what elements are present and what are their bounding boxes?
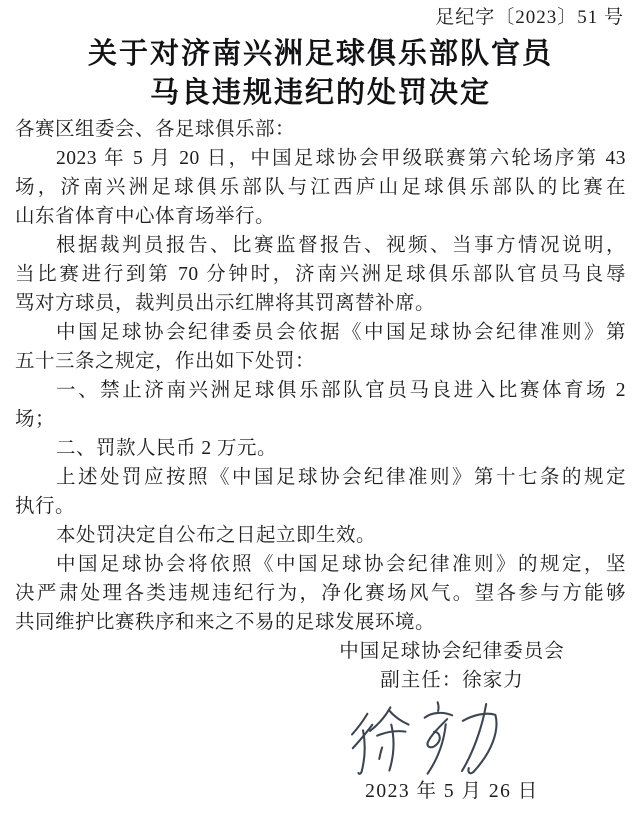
handwritten-signature [217, 697, 631, 779]
signature-block [245, 637, 640, 805]
penalty-item-1-cont: 场； [15, 409, 56, 430]
signature-date: 2023 年 5 月 26 日 [365, 781, 539, 802]
document-title-line-1: 关于对济南兴洲足球俱乐部队官员 [87, 38, 553, 70]
document-body [15, 115, 626, 637]
salutation-line: 各赛区组委会、各足球俱乐部： [15, 119, 296, 140]
body-line: 场，济南兴洲足球俱乐部队与江西庐山足球俱乐部队的比赛在 [15, 177, 626, 198]
document-title [15, 35, 626, 113]
signer-title: 副主任：徐家力 [380, 670, 524, 691]
penalty-item-1: 一、禁止济南兴洲足球俱乐部队官员马良进入比赛体育场 2 [56, 380, 626, 401]
body-line: 根据裁判员报告、比赛监督报告、视频、当事方情况说明， [56, 235, 626, 256]
body-line: 中国足球协会纪律委员会依据《中国足球协会纪律准则》第 [56, 322, 626, 343]
document-title-line-2: 马良违规违纪的处罚决定 [149, 77, 491, 109]
body-line: 执行。 [15, 496, 76, 517]
body-line: 骂对方球员，裁判员出示红牌将其罚离替补席。 [15, 293, 436, 314]
signature-strokes-icon [340, 697, 508, 779]
body-line: 山东省体育中心体育场举行。 [15, 206, 276, 227]
issuing-organization: 中国足球协会纪律委员会 [339, 641, 565, 662]
body-line: 本处罚决定自公布之日起立即生效。 [56, 525, 377, 546]
body-line: 当比赛进行到第 70 分钟时，济南兴洲足球俱乐部队官员马良辱 [15, 264, 626, 285]
body-line: 2023 年 5 月 20 日，中国足球协会甲级联赛第六轮场序第 43 [56, 148, 626, 169]
penalty-item-2: 二、罚款人民币 2 万元。 [56, 438, 278, 459]
body-line: 中国足球协会将依照《中国足球协会纪律准则》的规定，坚 [56, 554, 626, 575]
body-line: 共同维护比赛秩序和来之不易的足球发展环境。 [15, 612, 436, 633]
document-number: 足纪字〔2023〕51 号 [435, 7, 624, 28]
body-line: 决严肃处理各类违规违纪行为，净化赛场风气。望各参与方能够 [15, 583, 626, 604]
body-line: 五十三条之规定，作出如下处罚： [15, 351, 316, 372]
body-line: 上述处罚应按照《中国足球协会纪律准则》第十七条的规定 [56, 467, 626, 488]
